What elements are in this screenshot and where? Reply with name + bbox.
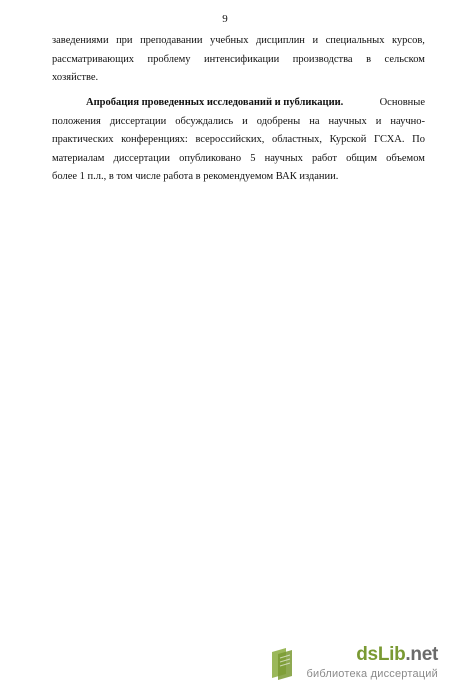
word: диссертации — [113, 152, 170, 164]
word: опубликовано — [179, 152, 242, 164]
word: производства — [292, 53, 353, 65]
word: практических — [52, 134, 114, 146]
word: Курской — [329, 134, 367, 146]
logo-lib: Lib — [377, 644, 406, 665]
word: на — [309, 115, 320, 127]
word: курсов, — [391, 35, 425, 46]
word: преподавании — [140, 35, 203, 46]
text-line — [52, 113, 425, 132]
word: и — [242, 115, 248, 127]
word: всероссийских, — [195, 134, 265, 146]
word: и — [312, 35, 319, 46]
word: учебных — [210, 35, 249, 46]
text-line — [52, 51, 425, 70]
watermark-logo — [356, 644, 438, 666]
word: работ — [311, 152, 337, 164]
word: научно- — [390, 115, 425, 127]
logo-net: .net — [405, 644, 438, 665]
page-number: 9 — [222, 13, 228, 25]
text-line: хозяйстве. — [52, 72, 99, 84]
word: материалам — [52, 152, 105, 164]
word: заведениями — [52, 35, 109, 46]
word: проблему — [147, 53, 191, 65]
word: одобрены — [256, 115, 301, 127]
text-fragment: Основные — [379, 97, 425, 108]
book-stack-icon — [268, 646, 296, 682]
word: в — [366, 53, 372, 65]
text-line — [52, 131, 425, 150]
word: специальных — [325, 35, 385, 46]
text-line — [52, 32, 425, 51]
text-line — [52, 94, 425, 113]
word: и — [375, 115, 382, 127]
word: По — [412, 134, 425, 146]
word: общим — [346, 152, 378, 164]
logo-ds: ds — [356, 644, 378, 665]
text-line: более 1 п.л., в том числе работа в рекомендуемом ВАК издании. — [52, 171, 339, 183]
word: рассматривающих — [52, 53, 135, 65]
word: объемом — [386, 152, 425, 164]
paragraph-approbation — [52, 94, 425, 187]
paragraph-continuation — [52, 32, 425, 88]
word: конференциях: — [121, 134, 188, 146]
word: научных — [264, 152, 303, 164]
text-line — [52, 150, 425, 169]
word: сельском — [384, 53, 425, 65]
word: дисциплин — [255, 35, 305, 46]
word: областных, — [271, 134, 322, 146]
paragraph-heading: Апробация проведенных исследований и публикации. — [86, 97, 344, 108]
watermark-subtitle: библиотека диссертаций — [306, 668, 438, 680]
word: научных — [328, 115, 367, 127]
word: ГСХА. — [374, 134, 405, 146]
word: интенсификации — [204, 53, 280, 65]
dslib-watermark — [268, 644, 438, 686]
word: положения — [52, 115, 101, 127]
word: при — [116, 35, 133, 46]
word: 5 — [250, 152, 256, 164]
word: диссертации — [109, 115, 167, 127]
word: обсуждались — [175, 115, 234, 127]
